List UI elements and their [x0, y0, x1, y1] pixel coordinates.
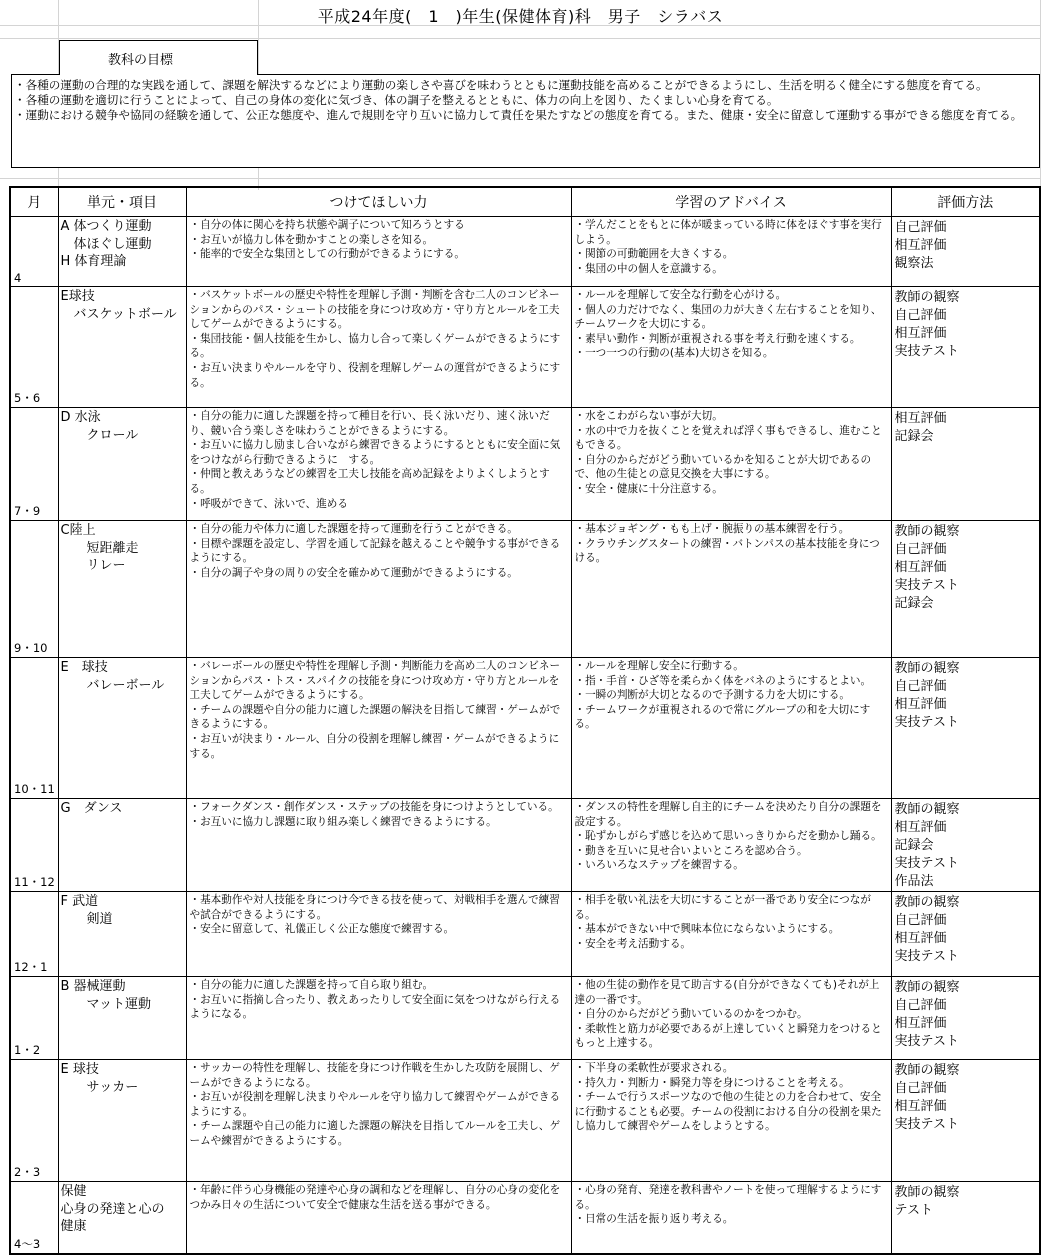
advice-item: ・素早い動作・判断が重視される事を考え行動を速くする。	[574, 332, 861, 345]
unit-cell	[58, 287, 186, 408]
month-cell	[10, 799, 58, 892]
advice-item: ・学んだことをもとに体が暖まっている時に体をほぐす事を実行しよう。	[574, 219, 882, 246]
unit-line: B 器械運動	[60, 979, 126, 994]
eval-method: 記録会	[894, 429, 934, 444]
advice-cell	[571, 408, 891, 521]
unit-line: サッカー	[60, 1079, 139, 1095]
unit-line: 体ほぐし運動	[60, 236, 152, 252]
month-cell	[10, 658, 58, 799]
advice-cell	[571, 892, 891, 977]
advice-item: ・持久力・判断力・瞬発力等を身につけることを考える。	[574, 1076, 850, 1089]
unit-line: G ダンス	[60, 801, 123, 816]
unit-line: 短距離走	[60, 540, 139, 556]
eval-method: テスト	[894, 1203, 933, 1218]
advice-item: ・日常の生活を振り返り考える。	[574, 1213, 734, 1226]
advice-cell	[571, 658, 891, 799]
skill-item: ・お互いに協力し課題に取り組み楽しく練習できるようにする。	[189, 815, 497, 828]
header-eval: 評価方法	[891, 187, 1040, 217]
advice-cell	[571, 977, 891, 1060]
eval-method: 教師の観察	[894, 1185, 960, 1200]
advice-cell	[571, 799, 891, 892]
advice-item: ・チームワークが重視されるので常にグループの和を大切にする。	[574, 703, 871, 731]
advice-item: ・恥ずかしがらず感じを込めて思いっきりからだを動かし踊る。	[574, 830, 882, 843]
skill-item: ・集団技能・個人技能を生かし、協力し合って楽しくゲームができるようにする。	[189, 332, 561, 360]
advice-item: ・ダンスの特性を理解し自主的にチームを決めたり自分の課題を設定する。	[574, 801, 882, 828]
eval-method: 教師の観察	[894, 1063, 960, 1078]
sheet-gridline	[0, 178, 1041, 179]
eval-cell	[891, 977, 1040, 1060]
header-advice: 学習のアドバイス	[571, 187, 891, 217]
eval-method: 記録会	[894, 838, 934, 853]
advice-item: ・集団の中の個人を意識する。	[574, 262, 723, 275]
month-cell	[10, 408, 58, 521]
unit-line: リレー	[60, 558, 126, 573]
unit-line: クロール	[60, 427, 139, 443]
eval-cell	[891, 1182, 1040, 1254]
skill-item: ・自分の能力に適した課題を持って自ら取り組む。	[189, 979, 434, 991]
table-row	[10, 521, 1040, 658]
unit-line: D 水泳	[60, 410, 101, 425]
skill-item: ・チーム課題や自己の能力に適した課題の解決を目指してルールを工夫し、ゲームや練習ができるようにする。	[189, 1120, 561, 1147]
syllabus-table	[9, 186, 1041, 1255]
eval-cell	[891, 521, 1040, 658]
skills-cell	[186, 408, 571, 521]
eval-method: 相互評価	[894, 1099, 947, 1114]
skill-item: ・フォークダンス・創作ダンス・ステップの技能を身につけようとしている。	[189, 801, 559, 813]
eval-method: 自己評価	[894, 913, 947, 928]
table-row	[10, 1060, 1040, 1182]
month-label: 5・6	[14, 391, 41, 405]
eval-method: 教師の観察	[894, 895, 960, 910]
eval-method: 相互評価	[894, 238, 947, 253]
skills-cell	[186, 799, 571, 892]
skills-cell	[186, 658, 571, 799]
advice-item: ・柔軟性と筋力が必要であるが上達していくと瞬発力をつけるともっと上達する。	[574, 1022, 882, 1050]
table-row	[10, 408, 1040, 521]
eval-method: 実技テスト	[894, 344, 959, 359]
month-label: 4	[14, 271, 22, 285]
eval-method: 自己評価	[894, 998, 947, 1013]
skill-item: ・自分の調子や身の周りの安全を確かめて運動ができるようにする。	[189, 566, 518, 579]
unit-line: 剣道	[60, 911, 113, 927]
advice-item: ・下半身の柔軟性が要求される。	[574, 1062, 734, 1074]
month-label: 10・11	[14, 782, 55, 796]
month-cell	[10, 892, 58, 977]
skill-item: ・自分の体に関心を持ち状態や調子について知ろうとする	[189, 219, 465, 231]
advice-item: ・いろいろなステップを練習する。	[574, 859, 744, 872]
advice-item: ・関節の可動範囲を大きくする。	[574, 248, 734, 261]
advice-item: ・チームで行うスポーツなので他の生徒との力を合わせて、安全に行動することも必要。チームの役割における自分の役割を果たし協力して練習やゲームをしようとする。	[574, 1091, 882, 1133]
advice-item: ・基本ジョギング・もも上げ・腕振りの基本練習を行う。	[574, 523, 850, 535]
advice-item: ・基本ができない中で興味本位にならないようにする。	[574, 923, 840, 936]
unit-cell	[58, 217, 186, 287]
table-row	[10, 799, 1040, 892]
skill-item: ・バスケットボールの歴史や特性を理解し予測・判断を含む二人のコンビネーションからのパス・シュートの技能を身につけ攻め方・守り方とルールを工夫してゲームができるようにする。	[189, 289, 560, 331]
month-label: 9・10	[14, 641, 48, 655]
goal-line: ・各種の運動の合理的な実践を通して、課題を解決するなどにより運動の楽しさや喜びを味わうとともに運動技能を高めることができるようにし、生活を明るく健全にする態度を育てる。	[14, 78, 988, 92]
eval-method: 観察法	[894, 256, 934, 271]
eval-cell	[891, 1060, 1040, 1182]
eval-method: 実技テスト	[894, 856, 959, 871]
advice-item: ・指・手首・ひざ等を柔らかく体をバネのようにするとよい。	[574, 674, 872, 687]
advice-cell	[571, 1182, 891, 1254]
sheet-gridline	[0, 38, 1041, 39]
table-row	[10, 287, 1040, 408]
skills-cell	[186, 977, 571, 1060]
eval-cell	[891, 408, 1040, 521]
eval-method: 自己評価	[894, 308, 947, 323]
eval-method: 作品法	[894, 874, 934, 889]
table-row	[10, 892, 1040, 977]
skills-cell	[186, 521, 571, 658]
skills-cell	[186, 892, 571, 977]
eval-cell	[891, 287, 1040, 408]
eval-method: 自己評価	[894, 1081, 947, 1096]
advice-item: ・一つ一つの行動の(基本)大切さを知る。	[574, 347, 774, 360]
goal-label: 教科の目標	[59, 40, 258, 75]
table-row	[10, 658, 1040, 799]
eval-cell	[891, 658, 1040, 799]
eval-method: 相互評価	[894, 560, 947, 575]
eval-method: 自己評価	[894, 679, 947, 694]
eval-method: 実技テスト	[894, 578, 959, 593]
unit-cell	[58, 521, 186, 658]
skill-item: ・チームの課題や自分の能力に適した課題の解決を目指して練習・ゲームができるようにする。	[189, 703, 561, 731]
advice-item: ・ルールを理解し安全に行動する。	[574, 660, 744, 672]
unit-line: E 球技	[60, 660, 108, 675]
table-row	[10, 1182, 1040, 1254]
skill-item: ・お互いに指摘し合ったり、教えあったりして安全面に気をつけながら行えるようになる。	[189, 993, 561, 1021]
skill-item: ・自分の能力に適した課題を持って種目を行い、長く泳いだり、速く泳いだり、競い合う楽しさを味わうことができるようにする。	[189, 410, 550, 437]
eval-method: 自己評価	[894, 220, 947, 235]
advice-item: ・一瞬の判断が大切となるので予測する力を大切にする。	[574, 689, 850, 702]
skill-item: ・お互いが決まり・ルール、自分の役割を理解し練習・ゲームができるようにする。	[189, 732, 560, 760]
unit-cell	[58, 1060, 186, 1182]
skills-cell	[186, 287, 571, 408]
eval-method: 教師の観察	[894, 661, 960, 676]
skill-item: ・サッカーの特性を理解し、技能を身につけ作戦を生かした攻防を展開し、ゲームができるようになる。	[189, 1062, 560, 1089]
skill-item: ・年齢に伴う心身機能の発達や心身の調和などを理解し、自分の心身の変化をつかみ日々の生活について安全で健康な生活を送る事ができる。	[189, 1184, 561, 1211]
month-cell	[10, 521, 58, 658]
skills-cell	[186, 217, 571, 287]
skill-item: ・お互いが協力し体を動かすことの楽しさを知る。	[189, 233, 434, 246]
goal-line: ・運動における競争や協同の経験を通して、公正な態度や、進んで規則を守り互いに協力して責任を果たすなどの態度を育てる。また、健康・安全に留意して運動する事ができる態度を育てる。	[14, 108, 1023, 122]
table-header-row	[10, 187, 1040, 217]
month-label: 2・3	[14, 1165, 41, 1179]
month-label: 12・1	[14, 960, 48, 974]
advice-item: ・水をこわがらない事が大切。	[574, 410, 723, 422]
unit-line: バスケットボール	[60, 306, 177, 322]
goal-box	[11, 74, 1040, 168]
skill-item: ・仲間と教えあうなどの練習を工夫し技能を高め記録をよりよくしようとする。	[189, 468, 550, 495]
month-cell	[10, 977, 58, 1060]
advice-cell	[571, 217, 891, 287]
advice-item: ・ルールを理解して安全な行動を心がける。	[574, 289, 787, 301]
unit-cell	[58, 658, 186, 799]
header-skills: つけてほしい力	[186, 187, 571, 217]
skill-item: ・目標や課題を設定し、学習を通して記録を越えることや競争する事ができるようにする。	[189, 537, 561, 565]
unit-line: C陸上	[60, 523, 96, 538]
goal-line: ・各種の運動を適切に行うことによって、自己の身体の変化に気づき、体の調子を整えるとともに、体力の向上を図り、たくましい心身を育てる。	[14, 93, 779, 107]
eval-method: 実技テスト	[894, 1117, 959, 1132]
skill-item: ・お互い決まりやルールを守り、役割を理解しゲームの運営ができるようにする。	[189, 361, 561, 389]
unit-line: E球技	[60, 289, 95, 304]
eval-cell	[891, 217, 1040, 287]
unit-cell	[58, 1182, 186, 1254]
skill-item: ・バレーボールの歴史や特性を理解し予測・判断能力を高め二人のコンビネーションからパス・トス・スパイクの技能を身につけ攻め方・守り方とルールを工夫してゲームができるようにする。	[189, 660, 561, 702]
unit-cell	[58, 977, 186, 1060]
eval-cell	[891, 799, 1040, 892]
eval-method: 相互評価	[894, 326, 947, 341]
eval-cell	[891, 892, 1040, 977]
skill-item: ・お互いに協力し励まし合いながら練習できるようにするとともに安全面に気をつけながら行動できるように する。	[189, 439, 561, 466]
month-cell	[10, 287, 58, 408]
advice-item: ・動きを互いに見せ合いよいところを認め合う。	[574, 844, 808, 857]
skill-item: ・能率的で安全な集団としての行動ができるようにする。	[189, 248, 465, 261]
page-title: 平成24年度( 1 )年生(保健体育)科 男子 シラバス	[317, 7, 724, 26]
advice-item: ・クラウチングスタートの練習・バトンパスの基本技能を身につける。	[574, 537, 880, 565]
eval-method: 自己評価	[894, 542, 947, 557]
advice-cell	[571, 521, 891, 658]
eval-method: 教師の観察	[894, 980, 960, 995]
advice-item: ・心身の発育、発達を教科書やノートを使って理解するようにする。	[574, 1184, 882, 1211]
table-row	[10, 977, 1040, 1060]
eval-method: 相互評価	[894, 820, 947, 835]
skill-item: ・呼吸ができて、泳いで、進める	[189, 497, 348, 510]
month-label: 1・2	[14, 1043, 41, 1057]
unit-line: バレーボール	[60, 677, 165, 693]
month-cell	[10, 217, 58, 287]
advice-item: ・他の生徒の動作を見て助言する(自分ができなくても)それが上達の一番です。	[574, 979, 880, 1006]
advice-item: ・自分のからだがどう動いているのかをつかむ。	[574, 1008, 808, 1021]
skill-item: ・基本動作や対人技能を身につけ今できる技を使って、対戦相手を選んで練習や試合ができるようにする。	[189, 894, 560, 921]
skill-item: ・自分の能力や体力に適した課題を持って運動を行うことができる。	[189, 523, 518, 535]
unit-cell	[58, 408, 186, 521]
skills-cell	[186, 1060, 571, 1182]
month-cell	[10, 1060, 58, 1182]
unit-cell	[58, 892, 186, 977]
eval-method: 相互評価	[894, 1016, 947, 1031]
advice-cell	[571, 1060, 891, 1182]
table-row	[10, 217, 1040, 287]
advice-cell	[571, 287, 891, 408]
unit-cell	[58, 799, 186, 892]
unit-line: A 体つくり運動	[60, 219, 152, 234]
advice-item: ・個人の力だけでなく、集団の力が大きく左右することを知り、チームワークを大切にする。	[574, 303, 882, 331]
unit-line: 保健	[60, 1184, 87, 1199]
month-cell	[10, 1182, 58, 1254]
eval-method: 記録会	[894, 596, 934, 611]
advice-item: ・安全を考え活動する。	[574, 937, 692, 950]
unit-line: 心身の発達と心の	[60, 1201, 165, 1217]
eval-method: 相互評価	[894, 411, 947, 426]
month-label: 7・9	[14, 504, 41, 518]
eval-method: 実技テスト	[894, 715, 959, 730]
header-unit: 単元・項目	[58, 187, 186, 217]
advice-item: ・水の中で力を抜くことを覚えれば浮く事もできるし、進むこともできる。	[574, 424, 882, 452]
unit-line: 健康	[60, 1219, 87, 1234]
skill-item: ・安全に留意して、礼儀正しく公正な態度で練習する。	[189, 923, 455, 936]
unit-line: H 体育理論	[60, 254, 127, 269]
eval-method: 実技テスト	[894, 949, 959, 964]
skills-cell	[186, 1182, 571, 1254]
month-label: 4～3	[14, 1236, 41, 1251]
unit-line: E 球技	[60, 1062, 99, 1077]
eval-method: 相互評価	[894, 697, 947, 712]
unit-line: F 武道	[60, 894, 99, 909]
eval-method: 教師の観察	[894, 802, 960, 817]
eval-method: 実技テスト	[894, 1034, 959, 1049]
advice-item: ・相手を敬い礼法を大切にすることが一番であり安全につながる。	[574, 894, 871, 921]
eval-method: 教師の観察	[894, 290, 960, 305]
header-month: 月	[10, 187, 58, 217]
eval-method: 教師の観察	[894, 524, 960, 539]
month-label: 11・12	[14, 875, 55, 889]
eval-method: 相互評価	[894, 931, 947, 946]
skill-item: ・お互いが役割を理解し決まりやルールを守り協力して練習やゲームができるようにする。	[189, 1091, 561, 1118]
unit-line: マット運動	[60, 996, 151, 1012]
advice-item: ・自分のからだがどう動いているかを知ることが大切であるので、他の生徒との意見交換を大事にする。	[574, 453, 872, 481]
advice-item: ・安全・健康に十分注意する。	[574, 482, 723, 495]
